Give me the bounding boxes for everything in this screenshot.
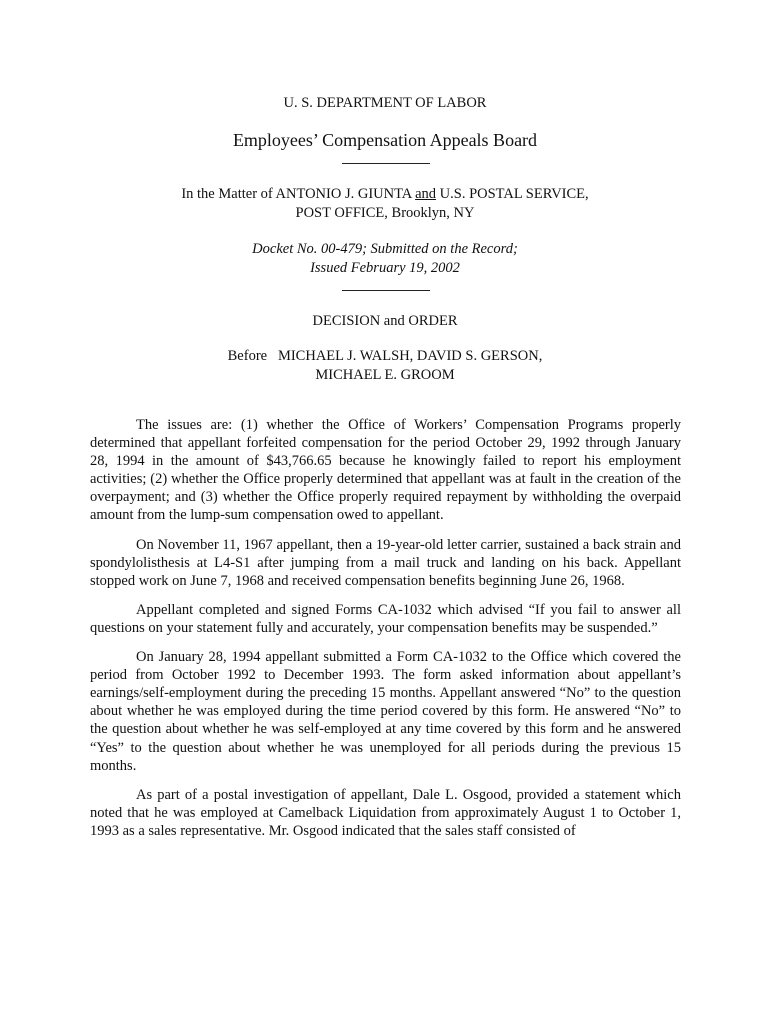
board-title: Employees’ Compensation Appeals Board bbox=[232, 130, 538, 150]
docket-divider bbox=[342, 290, 430, 291]
opinion-body bbox=[90, 416, 681, 851]
docket-line-1: Docket No. 00-479; Submitted on the Record; bbox=[252, 241, 518, 257]
paragraph-investigation: As part of a postal investigation of appellant, Dale L. Osgood, provided a statement which noted that he was employed at Camelback Liquidation from approximately August 1 to October 1, 1993 as a sales representative. Mr. Osgood indicated that the sales staff consisted of bbox=[90, 786, 681, 839]
paragraph-ca1032: On January 28, 1994 appellant submitted a Form CA-1032 to the Office which covered the period from October 1992 to December 1993. The form asked information about appellant’s earnings/self-employment during the preceding 15 months. Appellant answered “No” to the question about whether he was employed during the time period covered by this form. He answered “No” to the question about whether he was self-employed at any time covered by this form and he answered “Yes” to the question about whether he was unemployed for all periods during the previous 15 months. bbox=[90, 649, 681, 774]
paragraph-injury: On November 11, 1967 appellant, then a 19-year-old letter carrier, sustained a back strain and spondylolisthesis at L4-S1 after jumping from a mail truck and landing on his back. Appellant stopped work on June 7, 1968 and received compensation benefits beginning June 26, 1968. bbox=[90, 536, 681, 589]
panel-line-1: Before MICHAEL J. WALSH, DAVID S. GERSON, bbox=[227, 348, 543, 364]
case-caption-line-1: In the Matter of ANTONIO J. GIUNTA and U.S. POSTAL SERVICE, bbox=[181, 186, 589, 202]
paragraph-forms: Appellant completed and signed Forms CA-1032 which advised “If you fail to answer all questions on your statement fully and accurately, your compensation benefits may be suspended.” bbox=[90, 601, 681, 636]
docket-line-2: Issued February 19, 2002 bbox=[310, 259, 460, 276]
case-caption bbox=[0, 185, 770, 222]
panel-line-2: MICHAEL E. GROOM bbox=[315, 366, 455, 383]
title-divider bbox=[342, 163, 430, 164]
paragraph-issues: The issues are: (1) whether the Office of Workers’ Compensation Programs properly determined that appellant forfeited compensation for the period October 29, 1992 through January 28, 1994 in the amount of $43,766.65 because he knowingly failed to report his employment activities; (2) whether the Office properly determined that appellant was at fault in the creation of the overpayment; and (3) whether the Office properly required repayment by withholding the overpaid amount from the lump-sum compensation owed to appellant. bbox=[90, 417, 681, 524]
decision-title: DECISION and ORDER bbox=[312, 313, 458, 329]
panel-members bbox=[0, 347, 770, 384]
agency-heading: U. S. DEPARTMENT OF LABOR bbox=[283, 95, 487, 111]
case-caption-line-2: POST OFFICE, Brooklyn, NY bbox=[295, 204, 475, 221]
docket-info bbox=[0, 240, 770, 277]
caption-and: and bbox=[415, 186, 437, 202]
